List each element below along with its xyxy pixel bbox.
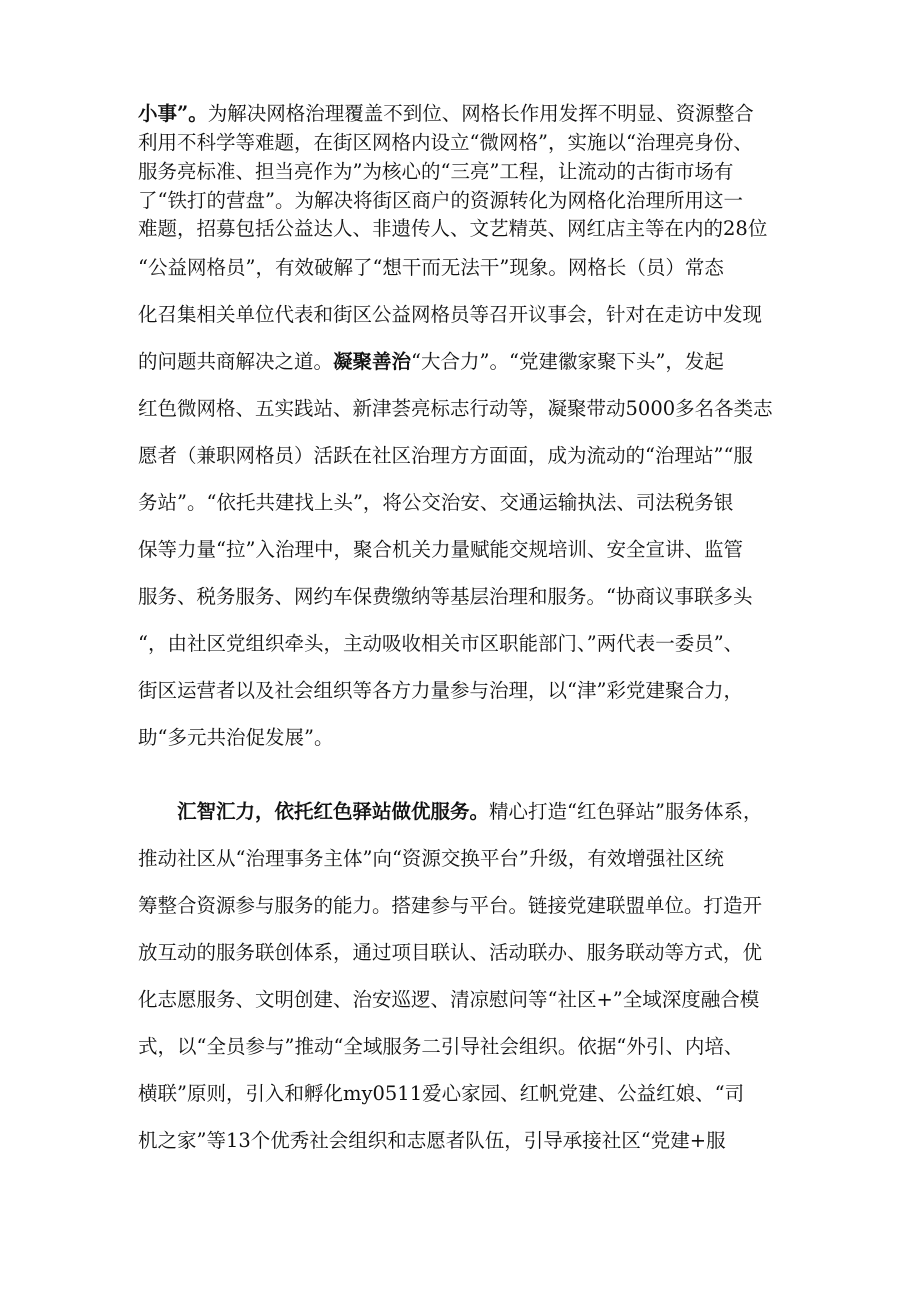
- text-line: 化志愿服务、文明创建、治安巡逻、清凉慰问等“社区+”全域深度融合模: [138, 988, 760, 1011]
- text-line: 愿者（兼职网格员）活跃在社区治理方方面面，成为流动的“治理站”“服: [138, 444, 753, 467]
- text-line: 服务、税务服务、网约车保费缴纳等基层治理和服务。“协商议事联多头: [138, 585, 753, 608]
- text-line: 放互动的服务联创体系，通过项目联认、活动联办、服务联动等方式，优: [138, 941, 763, 964]
- text-span: 精心打造“红色驿站”服务体系，: [489, 800, 763, 823]
- bold-phrase: 汇智汇力，依托红色驿站做优服务。: [177, 800, 490, 823]
- text-line: 街区运营者以及社会组织等各方力量参与治理，以“津”彩党建聚合力，: [138, 679, 743, 702]
- text-line: “公益网格员”，有效破解了“想干而无法干”现象。网格长（员）常态: [138, 256, 724, 279]
- text-line: [138, 349, 788, 375]
- text-span: “大合力”。“党建徽家聚下头”，发起: [411, 350, 724, 373]
- text-line: 式，以“全员参与”推动“全域服务二引导社会组织。依据“外引、内培、: [138, 1035, 744, 1058]
- text-line: 化召集相关单位代表和街区公益网格员等召开议事会，针对在走访中发现: [138, 303, 763, 326]
- text-line: 服务亮标准、担当亮作为”为核心的“三亮”工程，让流动的古街市场有: [138, 160, 734, 183]
- text-line: 利用不科学等难题，在街区网格内设立“微网格”，实施以“治理亮身份、: [138, 131, 753, 154]
- bold-phrase: 小事”。: [138, 102, 208, 125]
- text-span: 的问题共商解决之道。: [138, 350, 334, 373]
- bold-phrase: 凝聚善治: [333, 350, 412, 373]
- text-line: 助“多元共治促发展”。: [138, 726, 334, 749]
- text-line: 务站”。“依托共建找上头”，将公交治安、交通运输执法、司法税务银: [138, 491, 734, 514]
- text-line: 横联”原则，引入和孵化my0511爱心家园、红帆党建、公益红娘、“司: [138, 1082, 745, 1105]
- text-span: 为解决网格治理覆盖不到位、网格长作用发挥不明显、资源整合: [207, 102, 754, 125]
- text-line: 筹整合资源参与服务的能力。搭建参与平台。链接党建联盟单位。打造开: [138, 894, 763, 917]
- text-line: [177, 799, 788, 825]
- text-line: [138, 101, 788, 127]
- text-line: 推动社区从“治理事务主体”向“资源交换平台”升级，有效增强社区统: [138, 847, 724, 870]
- text-line: 机之家”等13个优秀社会组织和志愿者队伍，引导承接社区“党建+服: [138, 1129, 726, 1152]
- text-line: 保等力量“拉”入治理中，聚合机关力量赋能交规培训、安全宣讲、监管: [138, 538, 743, 561]
- text-line: 红色微网格、五实践站、新津荟亮标志行动等，凝聚带动5000多名各类志: [138, 397, 773, 420]
- text-line: 难题，招募包括公益达人、非遗传人、文艺精英、网红店主等在内的28位: [138, 217, 768, 240]
- text-line: 了“铁打的营盘”。为解决将街区商户的资源转化为网格化治理所用这一: [138, 189, 743, 212]
- text-line: “，由社区党组织牵头，主动吸收相关市区职能部门、”两代表一委员”、: [138, 632, 744, 655]
